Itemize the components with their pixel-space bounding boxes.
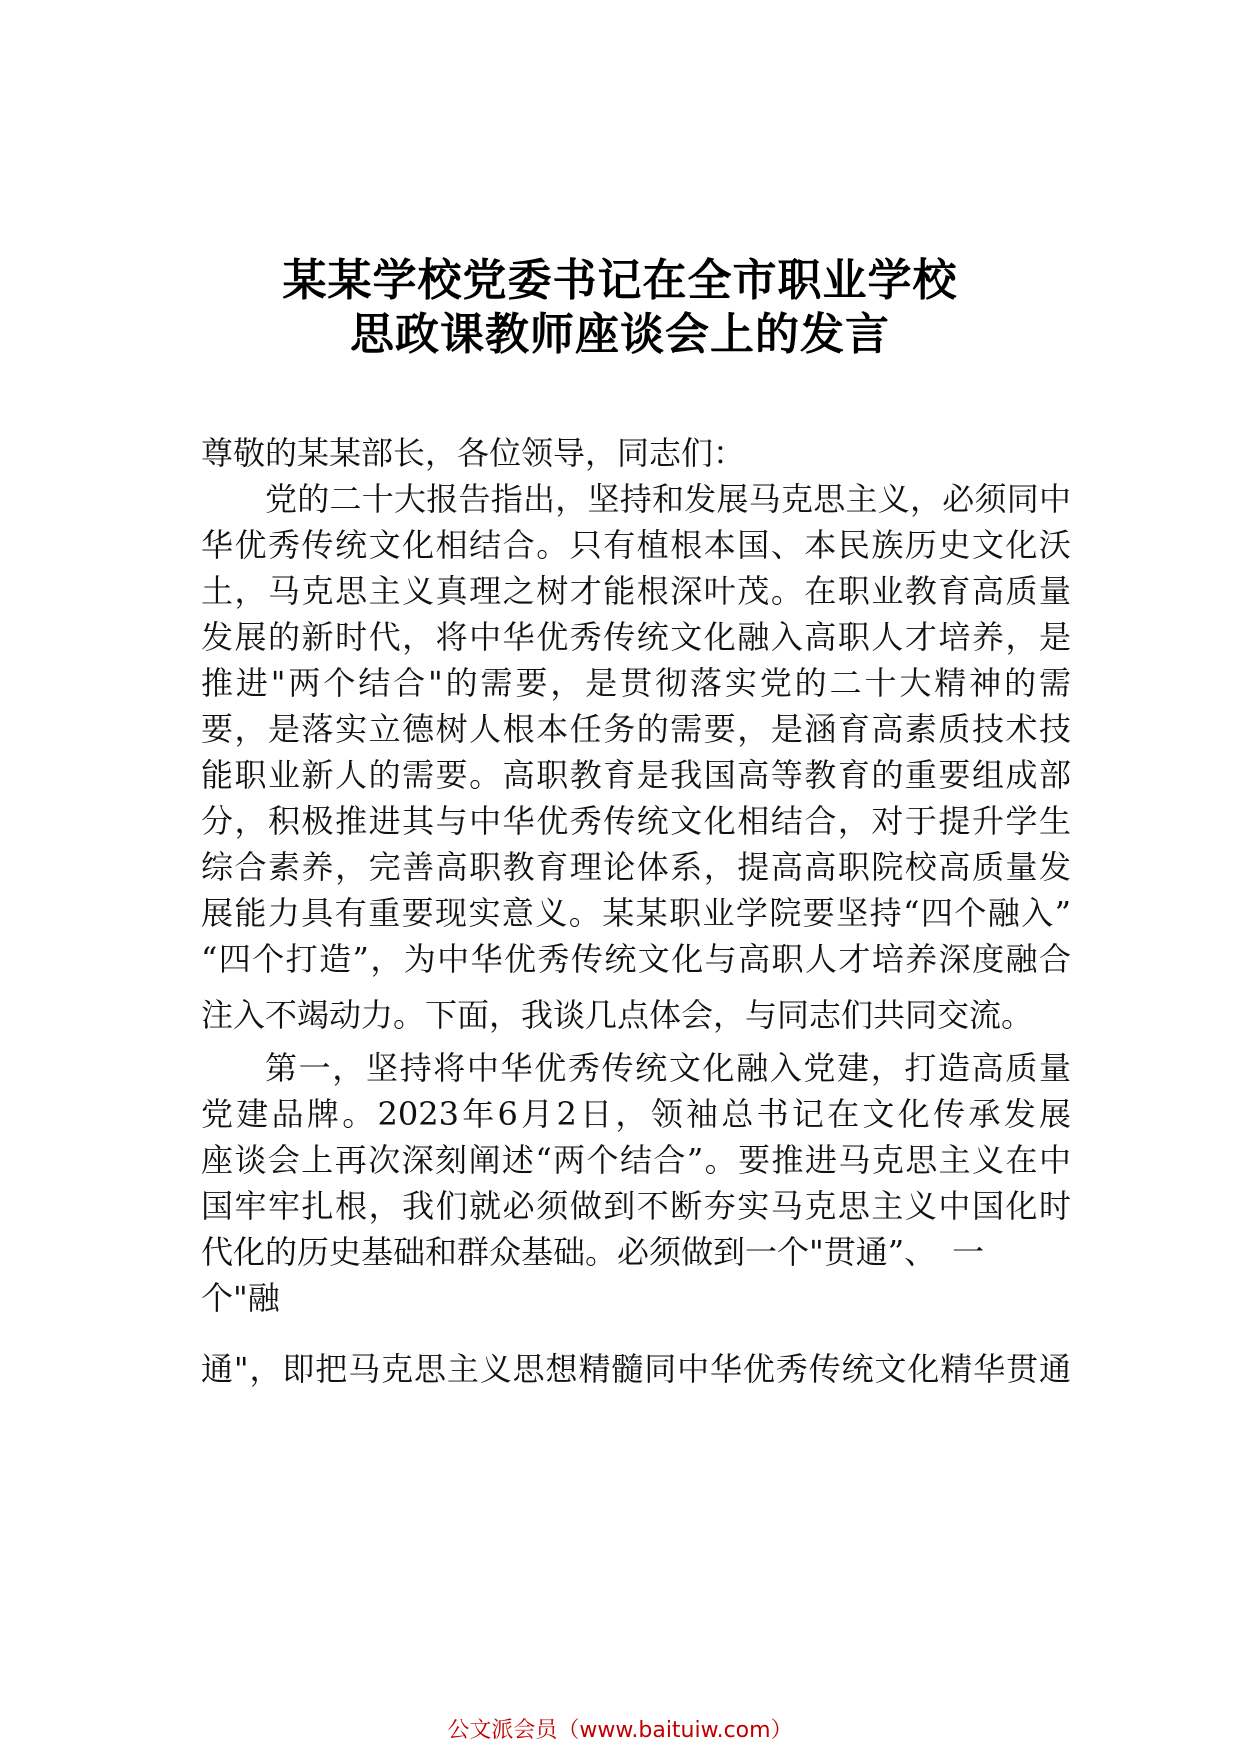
salutation: 尊敬的某某部长，各位领导，同志们： <box>201 434 746 472</box>
paragraph-1-line-10: 展能力具有重要现实意义。某某职业学院要坚持“四个融入” <box>201 894 1071 932</box>
paragraph-1-line-1: 党的二十大报告指出，坚持和发展马克思主义，必须同中 <box>265 480 1071 518</box>
document-title-line-2: 思政课教师座谈会上的发言 <box>350 309 890 360</box>
paragraph-1-line-7: 能职业新人的需要。高职教育是我国高等教育的重要组成部 <box>201 756 1071 794</box>
footer-watermark-link[interactable]: 公文派会员（www.baituiw.com） <box>447 1718 793 1743</box>
paragraph-2-line-5: 代化的历史基础和群众基础。必须做到一个"贯通”、 一 <box>201 1233 985 1271</box>
paragraph-2-line-3: 座谈会上再次深刻阐述“两个结合”。要推进马克思主义在中 <box>201 1141 1071 1179</box>
paragraph-2-line-7: 通"，即把马克思主义思想精髓同中华优秀传统文化精华贯通 <box>201 1350 1071 1388</box>
paragraph-1-line-3: 土，马克思主义真理之树才能根深叶茂。在职业教育高质量 <box>201 572 1071 610</box>
paragraph-1-line-9: 综合素养，完善高职教育理论体系，提高高职院校高质量发 <box>201 848 1071 886</box>
paragraph-1-line-6: 要，是落实立德树人根本任务的需要，是涵育高素质技术技 <box>201 710 1071 748</box>
paragraph-2-line-4: 国牢牢扎根，我们就必须做到不断夯实马克思主义中国化时 <box>201 1187 1071 1225</box>
paragraph-1-line-5: 推进"两个结合"的需要，是贯彻落实党的二十大精神的需 <box>201 664 1071 702</box>
document-title-line-1: 某某学校党委书记在全市职业学校 <box>282 255 958 306</box>
paragraph-2-line-6: 个"融 <box>201 1279 280 1317</box>
paragraph-1-line-11: “四个打造”，为中华优秀传统文化与高职人才培养深度融合 <box>201 940 1071 978</box>
paragraph-1-line-8: 分，积极推进其与中华优秀传统文化相结合，对于提升学生 <box>201 802 1071 840</box>
paragraph-1-line-4: 发展的新时代，将中华优秀传统文化融入高职人才培养，是 <box>201 618 1071 656</box>
paragraph-2-line-1: 第一，坚持将中华优秀传统文化融入党建，打造高质量 <box>265 1049 1071 1087</box>
paragraph-1-line-12: 注入不竭动力。下面，我谈几点体会，与同志们共同交流。 <box>201 996 1034 1034</box>
paragraph-1-line-2: 华优秀传统文化相结合。只有植根本国、本民族历史文化沃 <box>201 526 1071 564</box>
paragraph-2-line-2: 党建品牌。2023年6月2日，领袖总书记在文化传承发展 <box>201 1095 1071 1133</box>
